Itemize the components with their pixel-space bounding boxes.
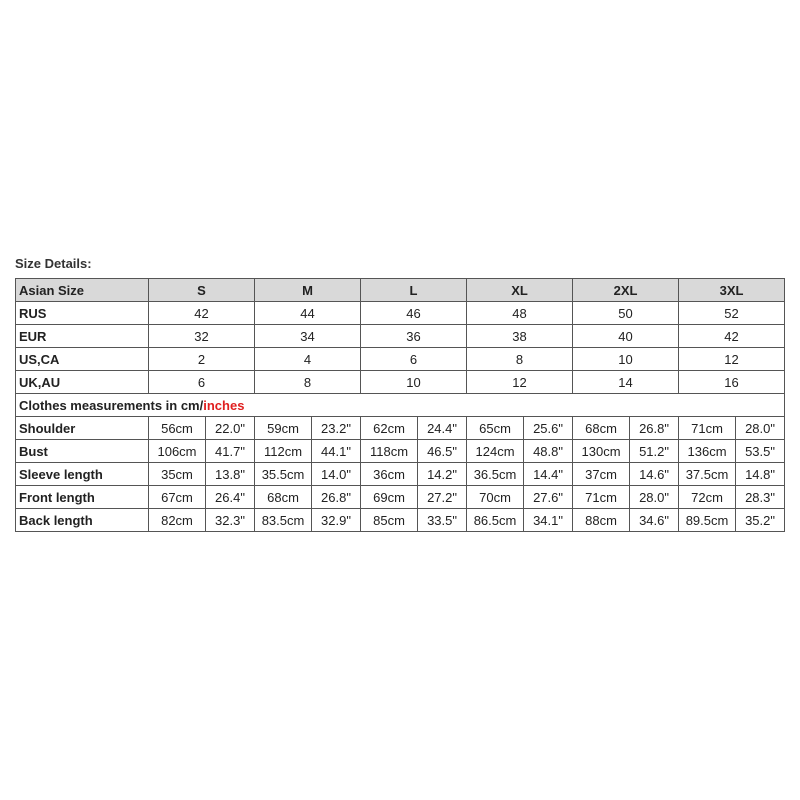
conversion-value: 46 [361, 302, 467, 325]
measurements-title-row [16, 394, 785, 417]
size-header-xl: XL [467, 279, 573, 302]
measurements-title-prefix: Clothes measurements in cm/ [19, 397, 204, 413]
conversion-value: 4 [255, 348, 361, 371]
conversion-row [16, 348, 785, 371]
size-details-caption: Size Details: [15, 256, 92, 271]
measurement-cm-value: 118cm [361, 440, 418, 463]
measurement-inch-value: 53.5" [736, 440, 785, 463]
measurement-cm-value: 82cm [149, 509, 206, 532]
conversion-value: 42 [679, 325, 785, 348]
measurements-title [16, 394, 785, 417]
measurement-row [16, 509, 785, 532]
measurement-cm-value: 71cm [573, 486, 630, 509]
measurement-cm-value: 37.5cm [679, 463, 736, 486]
conversion-value: 10 [361, 371, 467, 394]
measurement-cm-value: 69cm [361, 486, 418, 509]
measurement-cm-value: 88cm [573, 509, 630, 532]
conversion-value: 2 [149, 348, 255, 371]
measurement-cm-value: 36cm [361, 463, 418, 486]
measurement-inch-value: 44.1" [312, 440, 361, 463]
conversion-value: 42 [149, 302, 255, 325]
measurement-cm-value: 68cm [255, 486, 312, 509]
conversion-value: 10 [573, 348, 679, 371]
measurement-cm-value: 71cm [679, 417, 736, 440]
conversion-label: UK,AU [16, 371, 149, 394]
measurement-row [16, 463, 785, 486]
measurement-label: Back length [16, 509, 149, 532]
conversion-value: 12 [679, 348, 785, 371]
measurement-inch-value: 41.7" [206, 440, 255, 463]
size-chart-table [15, 278, 785, 532]
measurement-inch-value: 32.9" [312, 509, 361, 532]
measurement-inch-value: 28.3" [736, 486, 785, 509]
measurement-inch-value: 48.8" [524, 440, 573, 463]
measurement-inch-value: 26.8" [630, 417, 679, 440]
measurement-cm-value: 56cm [149, 417, 206, 440]
conversion-row [16, 325, 785, 348]
measurement-cm-value: 65cm [467, 417, 524, 440]
conversion-value: 52 [679, 302, 785, 325]
measurement-inch-value: 34.1" [524, 509, 573, 532]
measurements-title-highlight: inches [203, 397, 245, 413]
measurement-inch-value: 14.0" [312, 463, 361, 486]
measurement-inch-value: 14.6" [630, 463, 679, 486]
conversion-value: 50 [573, 302, 679, 325]
asian-size-label: Asian Size [16, 279, 149, 302]
measurement-cm-value: 70cm [467, 486, 524, 509]
measurement-cm-value: 68cm [573, 417, 630, 440]
measurement-row [16, 417, 785, 440]
measurement-cm-value: 83.5cm [255, 509, 312, 532]
measurement-inch-value: 24.4" [418, 417, 467, 440]
conversion-label: RUS [16, 302, 149, 325]
measurement-label: Front length [16, 486, 149, 509]
conversion-value: 36 [361, 325, 467, 348]
measurement-inch-value: 28.0" [630, 486, 679, 509]
size-header-l: L [361, 279, 467, 302]
size-header-2xl: 2XL [573, 279, 679, 302]
size-details-section [15, 256, 784, 532]
conversion-value: 8 [255, 371, 361, 394]
measurement-inch-value: 23.2" [312, 417, 361, 440]
measurement-label: Shoulder [16, 417, 149, 440]
conversion-label: EUR [16, 325, 149, 348]
measurement-cm-value: 72cm [679, 486, 736, 509]
size-chart-body [16, 279, 785, 532]
measurement-cm-value: 35.5cm [255, 463, 312, 486]
measurement-inch-value: 34.6" [630, 509, 679, 532]
measurement-inch-value: 51.2" [630, 440, 679, 463]
measurement-label: Bust [16, 440, 149, 463]
conversion-value: 14 [573, 371, 679, 394]
conversion-value: 40 [573, 325, 679, 348]
measurement-row [16, 440, 785, 463]
measurement-row [16, 486, 785, 509]
size-header-3xl: 3XL [679, 279, 785, 302]
size-header-m: M [255, 279, 361, 302]
measurement-inch-value: 46.5" [418, 440, 467, 463]
measurement-inch-value: 35.2" [736, 509, 785, 532]
measurement-cm-value: 130cm [573, 440, 630, 463]
conversion-value: 32 [149, 325, 255, 348]
conversion-value: 8 [467, 348, 573, 371]
size-header-row [16, 279, 785, 302]
conversion-value: 12 [467, 371, 573, 394]
measurement-cm-value: 112cm [255, 440, 312, 463]
conversion-value: 38 [467, 325, 573, 348]
conversion-value: 48 [467, 302, 573, 325]
measurement-cm-value: 62cm [361, 417, 418, 440]
measurement-cm-value: 59cm [255, 417, 312, 440]
measurement-inch-value: 14.4" [524, 463, 573, 486]
measurement-inch-value: 14.8" [736, 463, 785, 486]
measurement-cm-value: 67cm [149, 486, 206, 509]
measurement-cm-value: 86.5cm [467, 509, 524, 532]
measurement-cm-value: 136cm [679, 440, 736, 463]
measurement-cm-value: 106cm [149, 440, 206, 463]
measurement-inch-value: 33.5" [418, 509, 467, 532]
measurement-cm-value: 124cm [467, 440, 524, 463]
size-header-s: S [149, 279, 255, 302]
measurement-inch-value: 25.6" [524, 417, 573, 440]
conversion-label: US,CA [16, 348, 149, 371]
conversion-row [16, 302, 785, 325]
measurement-inch-value: 14.2" [418, 463, 467, 486]
measurement-cm-value: 37cm [573, 463, 630, 486]
measurement-inch-value: 26.4" [206, 486, 255, 509]
measurement-inch-value: 28.0" [736, 417, 785, 440]
conversion-row [16, 371, 785, 394]
measurement-inch-value: 27.6" [524, 486, 573, 509]
conversion-value: 16 [679, 371, 785, 394]
measurement-label: Sleeve length [16, 463, 149, 486]
measurement-cm-value: 36.5cm [467, 463, 524, 486]
conversion-value: 34 [255, 325, 361, 348]
measurement-cm-value: 35cm [149, 463, 206, 486]
conversion-value: 6 [361, 348, 467, 371]
measurement-inch-value: 27.2" [418, 486, 467, 509]
measurement-inch-value: 13.8" [206, 463, 255, 486]
measurement-inch-value: 32.3" [206, 509, 255, 532]
measurement-inch-value: 26.8" [312, 486, 361, 509]
measurement-inch-value: 22.0" [206, 417, 255, 440]
measurement-cm-value: 89.5cm [679, 509, 736, 532]
conversion-value: 44 [255, 302, 361, 325]
conversion-value: 6 [149, 371, 255, 394]
measurement-cm-value: 85cm [361, 509, 418, 532]
